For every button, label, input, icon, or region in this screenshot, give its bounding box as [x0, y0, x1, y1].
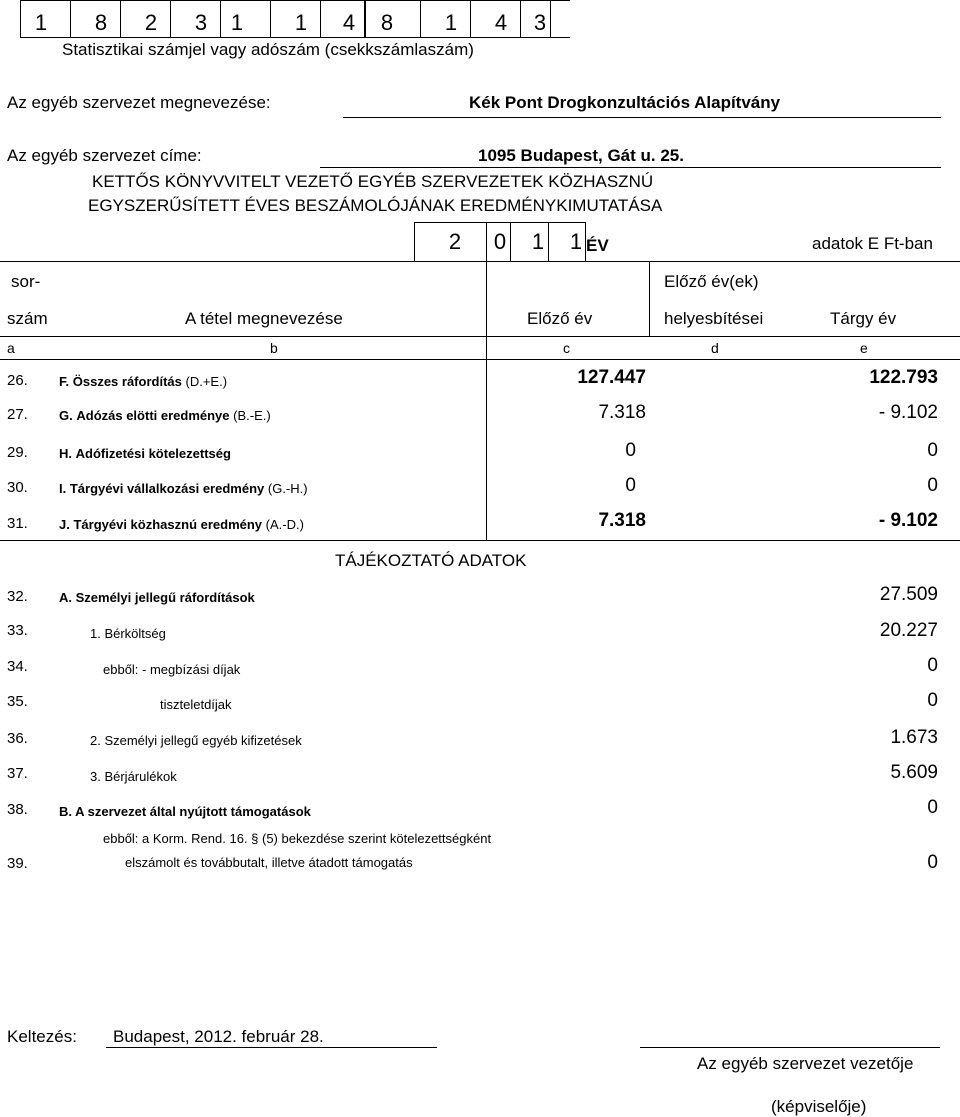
- report-title-line2: EGYSZERŰSÍTETT ÉVES BESZÁMOLÓJÁNAK EREDMÉNYKIMUTATÁSA: [88, 196, 663, 215]
- row-curr-value: 122.793: [869, 367, 938, 388]
- col-letter-b: b: [270, 340, 278, 356]
- row-curr-value: - 9.102: [878, 402, 938, 423]
- info-row-label: B. A szervezet által nyújtott támogatások: [59, 804, 311, 819]
- tax-id-digit: 1: [34, 10, 48, 35]
- row-ref: (A.-D.): [265, 517, 304, 532]
- org-name-value: Kék Pont Drogkonzultációs Alapítvány: [469, 93, 781, 112]
- info-row-value: 27.509: [879, 584, 938, 605]
- tax-id-digit: 4: [342, 10, 356, 35]
- col-header-prev-adj-bottom: helyesbítései: [664, 309, 764, 328]
- row-ref: (D.+E.): [185, 374, 228, 389]
- unit-note: adatok E Ft-ban: [812, 234, 933, 253]
- year-digit: 1: [569, 229, 583, 254]
- row-number: 27.: [7, 406, 28, 423]
- col-header-szam: szám: [7, 309, 48, 328]
- row-number: 32.: [7, 588, 28, 605]
- tax-id-digit: 4: [494, 10, 508, 35]
- row-number: 37.: [7, 765, 28, 782]
- col-header-sor: sor-: [11, 272, 41, 291]
- info-row-label-line2: elszámolt és továbbutalt, illetve átadott támogatás: [125, 855, 413, 870]
- info-row-label: tiszteletdíjak: [160, 697, 232, 712]
- col-header-current-year: Tárgy év: [830, 309, 897, 328]
- org-name-label: Az egyéb szervezet megnevezése:: [7, 93, 271, 112]
- row-prev-value: 7.318: [598, 402, 646, 423]
- col-letter-c: c: [563, 340, 570, 356]
- org-address-underline: [320, 167, 941, 168]
- col-header-prev-adj-top: Előző év(ek): [664, 272, 759, 291]
- date-value: Budapest, 2012. február 28.: [113, 1027, 324, 1046]
- col-header-prev-year: Előző év: [527, 309, 593, 328]
- row-ref: (G.-H.): [267, 481, 308, 496]
- org-address-label: Az egyéb szervezet címe:: [7, 146, 202, 165]
- year-label: ÉV: [586, 236, 609, 255]
- info-row-label: A. Személyi jellegű ráfordítások: [59, 590, 255, 605]
- row-number: 26.: [7, 372, 28, 389]
- signature-line: [640, 1047, 940, 1048]
- org-name-underline: [343, 117, 941, 118]
- signature-label: Az egyéb szervezet vezetője: [697, 1054, 914, 1073]
- row-number: 33.: [7, 622, 28, 639]
- row-prev-value: 7.318: [598, 510, 646, 531]
- row-curr-value: 0: [927, 440, 938, 461]
- info-row-label: 3. Bérjárulékok: [90, 769, 177, 784]
- row-label: Adózás elötti eredménye: [76, 408, 230, 423]
- row-number: 35.: [7, 693, 28, 710]
- row-code: F.: [59, 374, 70, 389]
- info-row-value: 0: [927, 690, 938, 711]
- tax-id-digit: 8: [94, 10, 108, 35]
- year-digit: 1: [531, 229, 545, 254]
- info-row-value: 0: [927, 655, 938, 676]
- row-number: 30.: [7, 479, 28, 496]
- row-prev-value: 0: [625, 475, 636, 496]
- col-letter-e: e: [860, 340, 868, 356]
- row-label: Összes ráfordítás: [72, 374, 182, 389]
- col-letter-a: a: [7, 340, 15, 356]
- row-curr-value: - 9.102: [878, 510, 938, 531]
- row-code: H.: [59, 446, 72, 461]
- row-label: Tárgyévi vállalkozási eredmény: [69, 481, 265, 496]
- tax-id-digit: 1: [294, 10, 308, 35]
- row-number: 29.: [7, 444, 28, 461]
- row-label: Tárgyévi közhasznú eredmény: [73, 517, 263, 532]
- year-digit: 0: [493, 229, 507, 254]
- date-label: Keltezés:: [7, 1027, 77, 1046]
- row-code: I.: [59, 481, 67, 496]
- col-header-item-name: A tétel megnevezése: [185, 309, 343, 328]
- info-row-value: 5.609: [890, 762, 938, 783]
- row-code: J.: [59, 517, 70, 532]
- tax-id-digit: 3: [533, 10, 547, 35]
- tax-id-digit: 8: [380, 10, 394, 35]
- info-row-label: 1. Bérköltség: [90, 626, 166, 641]
- tax-id-digit: 2: [144, 10, 158, 35]
- tax-id-digit: 1: [444, 10, 458, 35]
- row-number: 38.: [7, 801, 28, 818]
- row-prev-value: 0: [625, 440, 636, 461]
- info-row-value: 20.227: [879, 620, 938, 641]
- info-row-value: 0: [927, 852, 938, 873]
- col-letter-d: d: [711, 340, 719, 356]
- signature-sublabel: (képviselője): [771, 1097, 867, 1116]
- date-underline: [106, 1047, 437, 1048]
- row-number: 36.: [7, 730, 28, 747]
- row-curr-value: 0: [927, 475, 938, 496]
- info-row-value: 0: [927, 797, 938, 818]
- info-row-label-line1: ebből: a Korm. Rend. 16. § (5) bekezdése szerint kötelezettségként: [103, 831, 492, 846]
- tax-id-caption: Statisztikai számjel vagy adószám (csekkszámlaszám): [62, 40, 474, 59]
- info-row-value: 1.673: [890, 727, 938, 748]
- row-ref: (B.-E.): [233, 408, 271, 423]
- info-section-title: TÁJÉKOZTATÓ ADATOK: [335, 551, 527, 570]
- row-number: 39.: [7, 855, 28, 872]
- year-digit: 2: [448, 229, 462, 254]
- info-row-label: 2. Személyi jellegű egyéb kifizetések: [90, 733, 302, 748]
- row-code: G.: [59, 408, 73, 423]
- row-prev-value: 127.447: [577, 367, 646, 388]
- row-number: 31.: [7, 515, 28, 532]
- row-number: 34.: [7, 658, 28, 675]
- tax-id-digit: 3: [194, 10, 208, 35]
- info-row-label: ebből: - megbízási díjak: [103, 662, 241, 677]
- row-label: Adófizetési kötelezettség: [75, 446, 231, 461]
- org-address-value: 1095 Budapest, Gát u. 25.: [478, 146, 684, 165]
- report-title-line1: KETTŐS KÖNYVVITELT VEZETŐ EGYÉB SZERVEZETEK KÖZHASZNÚ: [92, 172, 654, 191]
- tax-id-digit: 1: [230, 10, 244, 35]
